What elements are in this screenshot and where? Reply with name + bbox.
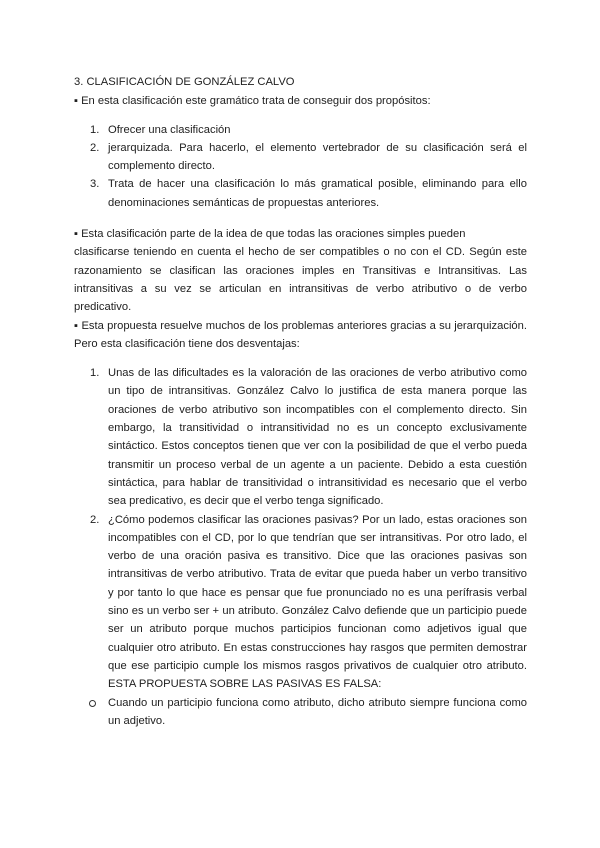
section-title: 3. CLASIFICACIÓN DE GONZÁLEZ CALVO: [74, 76, 295, 88]
disadvantages-list: [74, 364, 527, 693]
sub-list-item: [74, 694, 527, 731]
sub-list-item-text: Cuando un participio funciona como atributo, dicho atributo siempre funciona como un adjetivo.: [108, 696, 527, 727]
list-number: 1.: [90, 123, 100, 136]
intro-paragraph: ▪ En esta clasificación este gramático trata de conseguir dos propósitos:: [74, 95, 431, 108]
list-item-text: Ofrecer una clasificación: [108, 123, 231, 136]
list-number: 2.: [90, 513, 100, 526]
list-item: [74, 139, 527, 176]
list-item: [74, 175, 527, 212]
purposes-list: [74, 121, 527, 212]
list-item-text: ¿Cómo podemos clasificar las oraciones pasivas? Por un lado, estas oraciones son incompatibles con el CD, por lo que tendrían que ser intransitivas. Por otro lado, el verbo de una oración pasiva es transitivo. Dice que las oraciones pasivas son intransitivas de verbo atributivo. Trata de evitar que pueda haber un verbo transitivo y por tanto lo que hace es pensar que fue pronunciado no es una perífrasis verbal sino es un verbo ser + un atributo. González Calvo defiende que un participio puede ser un atributo porque muchos participios funcionan como adjetivos igual que cualquier otro atributo. En estas construcciones hay rasgos que permiten demostrar que ese participio cumple los mismos rasgos privativos de cualquier otro atributo. ESTA PROPUESTA SOBRE LAS PASIVAS ES FALSA:: [108, 513, 527, 691]
document-body: [74, 73, 527, 730]
list-item-text: Trata de hacer una clasificación lo más gramatical posible, eliminando para ello denominaciones semánticas de propuestas anteriores.: [108, 178, 527, 209]
list-item: [74, 121, 527, 139]
paragraph-proposal: ▪ Esta propuesta resuelve muchos de los problemas anteriores gracias a su jerarquización. Pero esta clasificación tiene dos desventajas:: [74, 319, 527, 350]
list-item: [74, 364, 527, 510]
paragraph-classification-first-line: ▪ Esta clasificación parte de la idea de que todas las oraciones simples pueden: [74, 228, 466, 241]
list-item-text: Unas de las dificultades es la valoración de las oraciones de verbo atributivo como un tipo de intransitivas. González Calvo lo justifica de esta manera porque las oraciones de verbo atributivo son incompatibles con el complemento directo. Sin embargo, la transitividad o intransitividad no es un concepto exclusivamente sintáctico. Estos conceptos tienen que ver con la posibilidad de que el verbo pueda transmitir un proceso verbal de un agente a un paciente. Debido a esta cuestión sintáctica, para hablar de transitividad o intransitividad es necesario que el verbo sea predicativo, es decir que el verbo tenga significado.: [108, 367, 527, 508]
list-number: 1.: [90, 367, 100, 380]
list-item-text: jerarquizada. Para hacerlo, el elemento vertebrador de su clasificación será el complemento directo.: [108, 141, 527, 173]
paragraph-classification: clasificarse teniendo en cuenta el hecho de ser compatibles o no con el CD. Según este razonamiento se clasifican las oraciones imples en Transitivas e Intransitivas. Las intransitivas a su vez se articulan en intransitivas de verbo atributivo o de verbo predicativo.: [74, 246, 527, 314]
circle-bullet-icon: [89, 700, 96, 707]
list-item: [74, 511, 527, 694]
list-number: 2.: [90, 141, 100, 154]
list-number: 3.: [90, 178, 100, 191]
